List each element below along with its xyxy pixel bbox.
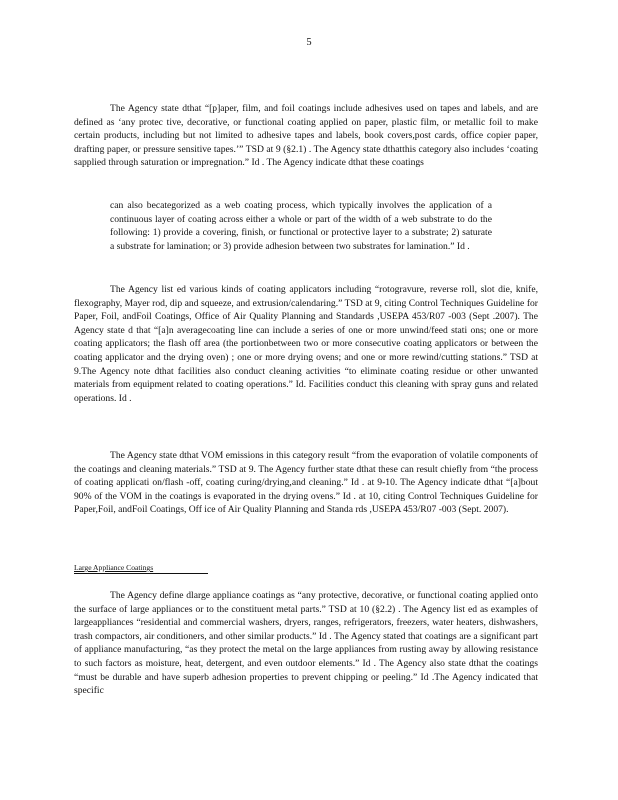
- paragraph-paper-film-foil-definition: The Agency state dthat “[p]aper, film, and foil coatings include adhesives used on tapes and labels, and are defined as ‘any protec tive, decorative, or functional coating applied on paper, plastic film, or metallic foil to make certain products, including but not limited to adhesive tapes and labels, book covers,post cards, office copier paper, drafting paper, or pressure sensitive tapes.’” TSD at 9 (§2.1) . The Agency state dthatthis category also includes ‘coating sapplied through saturation or impregnation.” Id . The Agency indicate dthat these coatings: [74, 103, 538, 169]
- paragraph-vom-emissions: The Agency state dthat VOM emissions in this category result “from the evaporation of volatile components of the coatings and cleaning materials.” TSD at 9. The Agency further state dthat these can result chiefly from “the process of coating applicati on/flash -off, coating curing/drying,and cleaning.” Id . at 9-10. The Agency indicate dthat “[a]bout 90% of the VOM in the coatings is evaporated in the drying ovens.” Id . at 10, citing Control Techniques Guideline for Paper,Foil, andFoil Coatings, Off ice of Air Quality Planning and Standa rds ,USEPA 453/R07 -003 (Sept. 2007).: [74, 450, 538, 516]
- paragraph-coating-applicators: The Agency list ed various kinds of coating applicators including “rotogravure, reverse roll, slot die, knife, flexography, Mayer rod, dip and squeeze, and extrusion/calendaring.” TSD at 9, citing Control Techniques Guideline for Paper, Foil, andFoil Coatings, Office of Air Quality Planning and Standards ,USEPA 453/R07 -003 (Sept .2007). The Agency state d that “[a]n averagecoating line can include a series of one or more unwind/feed stati ons; one or more coating applicators; the flash off area (the portionbetween two or more consecutive coating applicators or between the coating applicator and the drying oven) ; one or more drying ovens; and one or more rewind/cutting stations.” TSD at 9.The Agency note dthat facilities also conduct cleaning activities “to eliminate coating residue or other unwanted materials from equipment related to coating operations.” Id. Facilities conduct this cleaning with spray guns and related operations. Id .: [74, 284, 538, 404]
- heading-underline-rule: [74, 573, 208, 574]
- paragraph-large-appliance-definition: The Agency define dlarge appliance coatings as “any protective, decorative, or functional coating applied onto the surface of large appliances or to the constituent metal parts.” TSD at 10 (§2.2) . The Agency list ed as examples of largeappliances “residential and commercial washers, dryers, ranges, refrigerators, freezers, water heaters, dishwashers, trash compactors, air conditioners, and other similar products.” Id . The Agency stated that coatings are a significant part of appliance manufacturing, “as they protect the metal on the large appliances from rusting away by allowing resistance to such factors as moisture, heat, detergent, and even outdoor elements.” Id . The Agency also state dthat the coatings “must be durable and have superb adhesion properties to prevent chipping or peeling.” Id .The Agency indicated that specific: [74, 590, 538, 697]
- section-heading-large-appliance: Large Appliance Coatings: [74, 563, 154, 572]
- block-quote-web-coating: can also becategorized as a web coating process, which typically involves the application of a continuous layer of coating across either a whole or part of the width of a web substrate to do the following: 1) provide a covering, finish, or functional or protective layer to a substrate; 2) saturate a substrate for lamination; or 3) provide adhesion between two substrates for lamination.” Id .: [110, 200, 492, 252]
- page-number: 5: [306, 37, 312, 48]
